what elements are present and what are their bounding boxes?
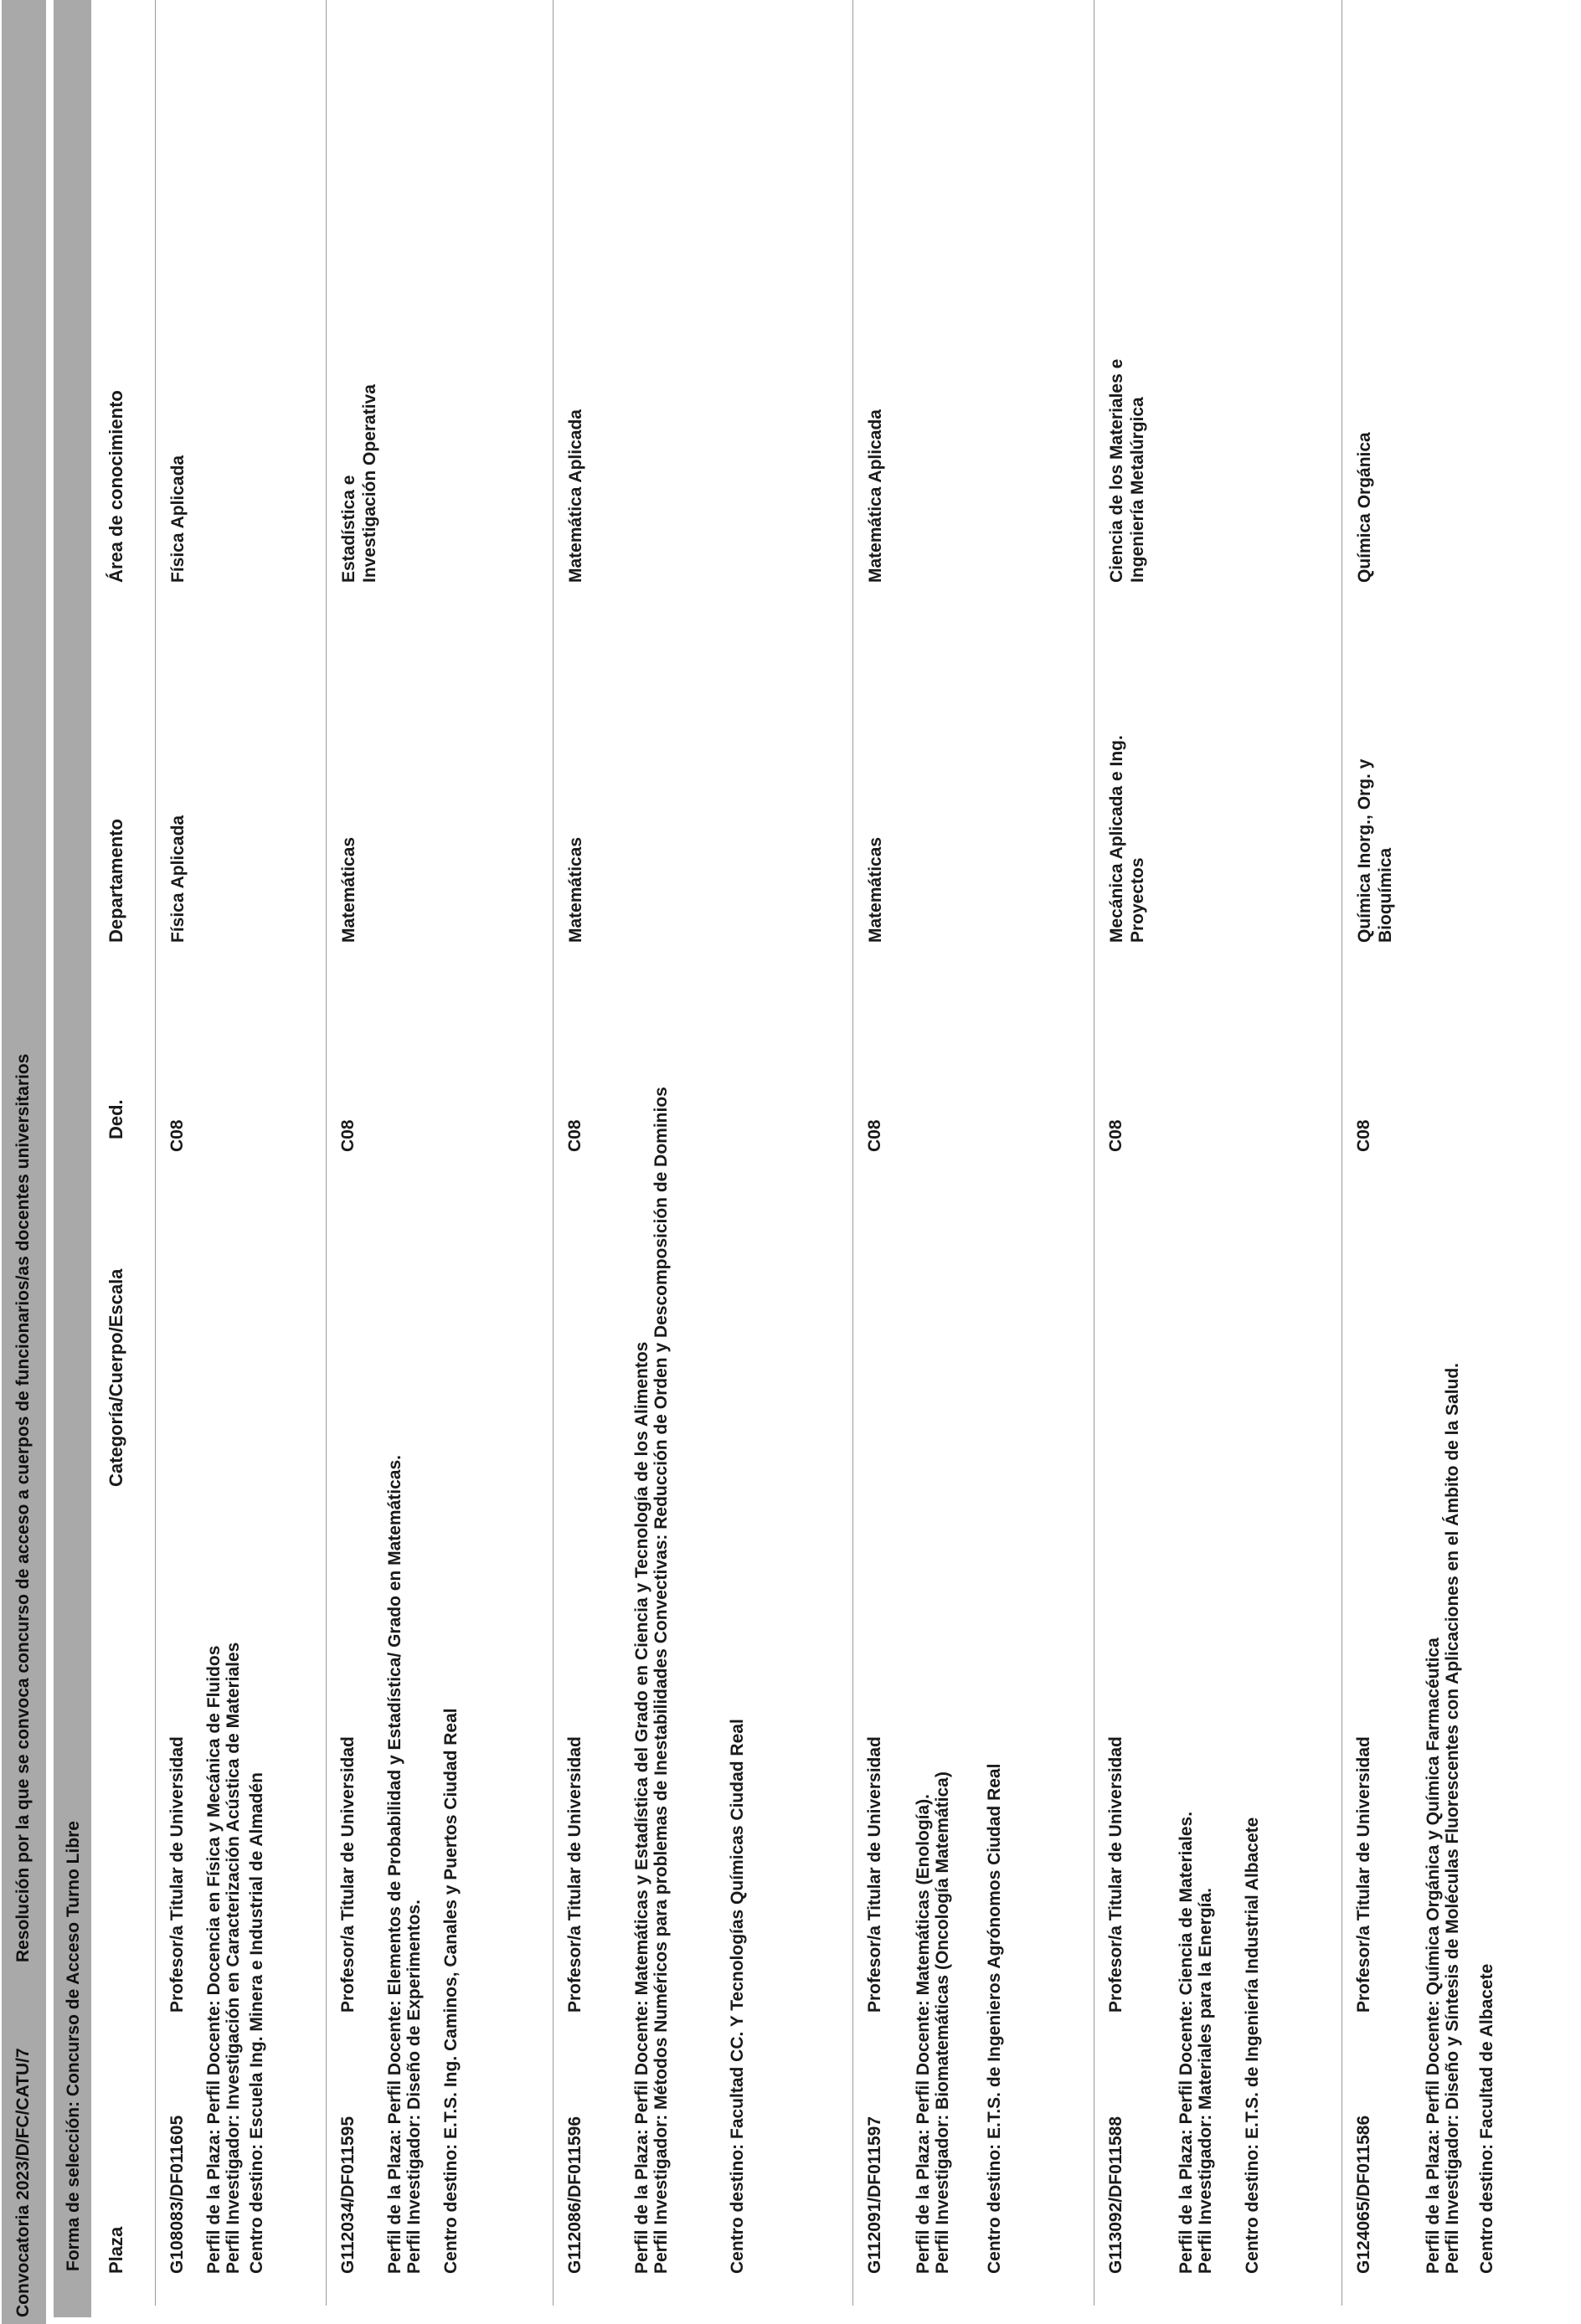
plaza-code: G112091/DF011597 bbox=[865, 2116, 884, 2274]
centro-destino: Centro destino: E.T.S. Ing. Caminos, Canales y Puertos Ciudad Real bbox=[441, 1708, 461, 2274]
row-divider bbox=[326, 0, 327, 2306]
area: Matemática Aplicada bbox=[566, 409, 585, 583]
perfil-investigador: Perfil Investigador: Investigación en Caracterización Acústica de Materiales bbox=[224, 1642, 243, 2274]
perfil-docente: Perfil de la Plaza: Perfil Docente: Matemáticas (Enología). bbox=[914, 1794, 933, 2274]
perfil-docente: Perfil de la Plaza: Perfil Docente: Matemáticas y Estadística del Grado en Ciencia y Tecnología de los Alimentos bbox=[632, 1341, 651, 2274]
col-header-departamento: Departamento bbox=[106, 819, 126, 943]
row-divider bbox=[155, 0, 156, 2306]
centro-destino: Centro destino: Escuela Ing. Minera e Industrial de Almadén bbox=[247, 1771, 266, 2274]
departamento: Matemáticas bbox=[566, 836, 585, 943]
centro-destino: Centro destino: Facultad CC. Y Tecnologías Químicas Ciudad Real bbox=[728, 1719, 747, 2274]
area: Estadística e Investigación Operativa bbox=[339, 384, 379, 583]
categoria: Profesor/a Titular de Universidad bbox=[167, 1736, 187, 2013]
perfil-investigador: Perfil Investigador: Diseño y Síntesis de Moléculas Fluorescentes con Aplicaciones en el Ámbito de la Salud. bbox=[1443, 1362, 1462, 2274]
categoria: Profesor/a Titular de Universidad bbox=[1106, 1736, 1125, 2013]
dedicacion: C08 bbox=[1354, 1119, 1373, 1152]
perfil-docente: Perfil de la Plaza: Perfil Docente: Ciencia de Materiales. bbox=[1177, 1811, 1196, 2274]
perfil-docente: Perfil de la Plaza: Perfil Docente: Química Orgánica y Química Farmacéutica bbox=[1424, 1638, 1443, 2274]
plaza-code: G112086/DF011596 bbox=[565, 2116, 585, 2274]
area: Matemática Aplicada bbox=[866, 409, 885, 583]
perfil-investigador: Perfil Investigador: Métodos Numéricos para problemas de Inestabilidades Convectivas: Reducción de Orden y Descomposición de Dominios bbox=[651, 1087, 671, 2274]
departamento: Química Inorg., Org. y Bioquímica bbox=[1355, 758, 1395, 943]
dedicacion: C08 bbox=[865, 1119, 884, 1152]
plaza-code: G112034/DF011595 bbox=[338, 2116, 358, 2274]
col-header-ded: Ded. bbox=[106, 1099, 126, 1139]
call-code: Convocatoria 2023/D/FC/CATU/7 bbox=[13, 2048, 33, 2317]
dedicacion: C08 bbox=[167, 1119, 187, 1152]
row-divider bbox=[553, 0, 554, 2306]
area: Ciencia de los Materiales e Ingeniería Metalúrgica bbox=[1107, 358, 1147, 583]
dedicacion: C08 bbox=[565, 1119, 585, 1152]
categoria: Profesor/a Titular de Universidad bbox=[338, 1736, 358, 2013]
call-title: Resolución por la que se convoca concurso de acceso a cuerpos de funcionarios/as docentes universitarios bbox=[13, 1053, 33, 1962]
area: Física Aplicada bbox=[168, 455, 188, 583]
perfil-docente: Perfil de la Plaza: Perfil Docente: Elementos de Probabilidad y Estadística/ Grado en Matemáticas. bbox=[385, 1455, 404, 2274]
categoria: Profesor/a Titular de Universidad bbox=[865, 1736, 884, 2013]
dedicacion: C08 bbox=[338, 1119, 358, 1152]
col-header-plaza: Plaza bbox=[106, 2226, 126, 2274]
perfil-investigador: Perfil Investigador: Biomatemáticas (Oncología Matemática) bbox=[933, 1771, 952, 2274]
centro-destino: Centro destino: Facultad de Albacete bbox=[1477, 1963, 1496, 2274]
title-bar bbox=[2, 0, 46, 2324]
centro-destino: Centro destino: E.T.S. de Ingeniería Industrial Albacete bbox=[1243, 1817, 1262, 2274]
categoria: Profesor/a Titular de Universidad bbox=[1354, 1736, 1373, 2013]
departamento: Matemáticas bbox=[339, 836, 358, 943]
categoria: Profesor/a Titular de Universidad bbox=[565, 1736, 585, 2013]
row-divider bbox=[852, 0, 853, 2306]
area: Química Orgánica bbox=[1355, 432, 1374, 583]
centro-destino: Centro destino: E.T.S. de Ingenieros Agrónomos Ciudad Real bbox=[985, 1763, 1004, 2274]
plaza-code: G113092/DF011588 bbox=[1106, 2116, 1125, 2274]
selection-label: Forma de selección: Concurso de Acceso Turno Libre bbox=[64, 1821, 83, 2271]
plaza-code: G124065/DF011586 bbox=[1354, 2115, 1373, 2274]
departamento: Mecánica Aplicada e Ing. Proyectos bbox=[1107, 735, 1147, 943]
departamento: Matemáticas bbox=[866, 836, 885, 943]
perfil-investigador: Perfil Investigador: Materiales para la Energía. bbox=[1196, 1887, 1215, 2274]
perfil-investigador: Perfil Investigador: Diseño de Experimentos. bbox=[404, 1900, 424, 2274]
selection-bar bbox=[54, 0, 91, 2317]
departamento: Física Aplicada bbox=[168, 815, 188, 943]
plaza-code: G108083/DF011605 bbox=[167, 2115, 187, 2274]
col-header-area: Área de conocimiento bbox=[106, 390, 126, 583]
col-header-categoria: Categoría/Cuerpo/Escala bbox=[106, 1268, 126, 1487]
dedicacion: C08 bbox=[1106, 1119, 1125, 1152]
perfil-docente: Perfil de la Plaza: Perfil Docente: Docencia en Física y Mecánica de Fluidos bbox=[204, 1645, 224, 2274]
